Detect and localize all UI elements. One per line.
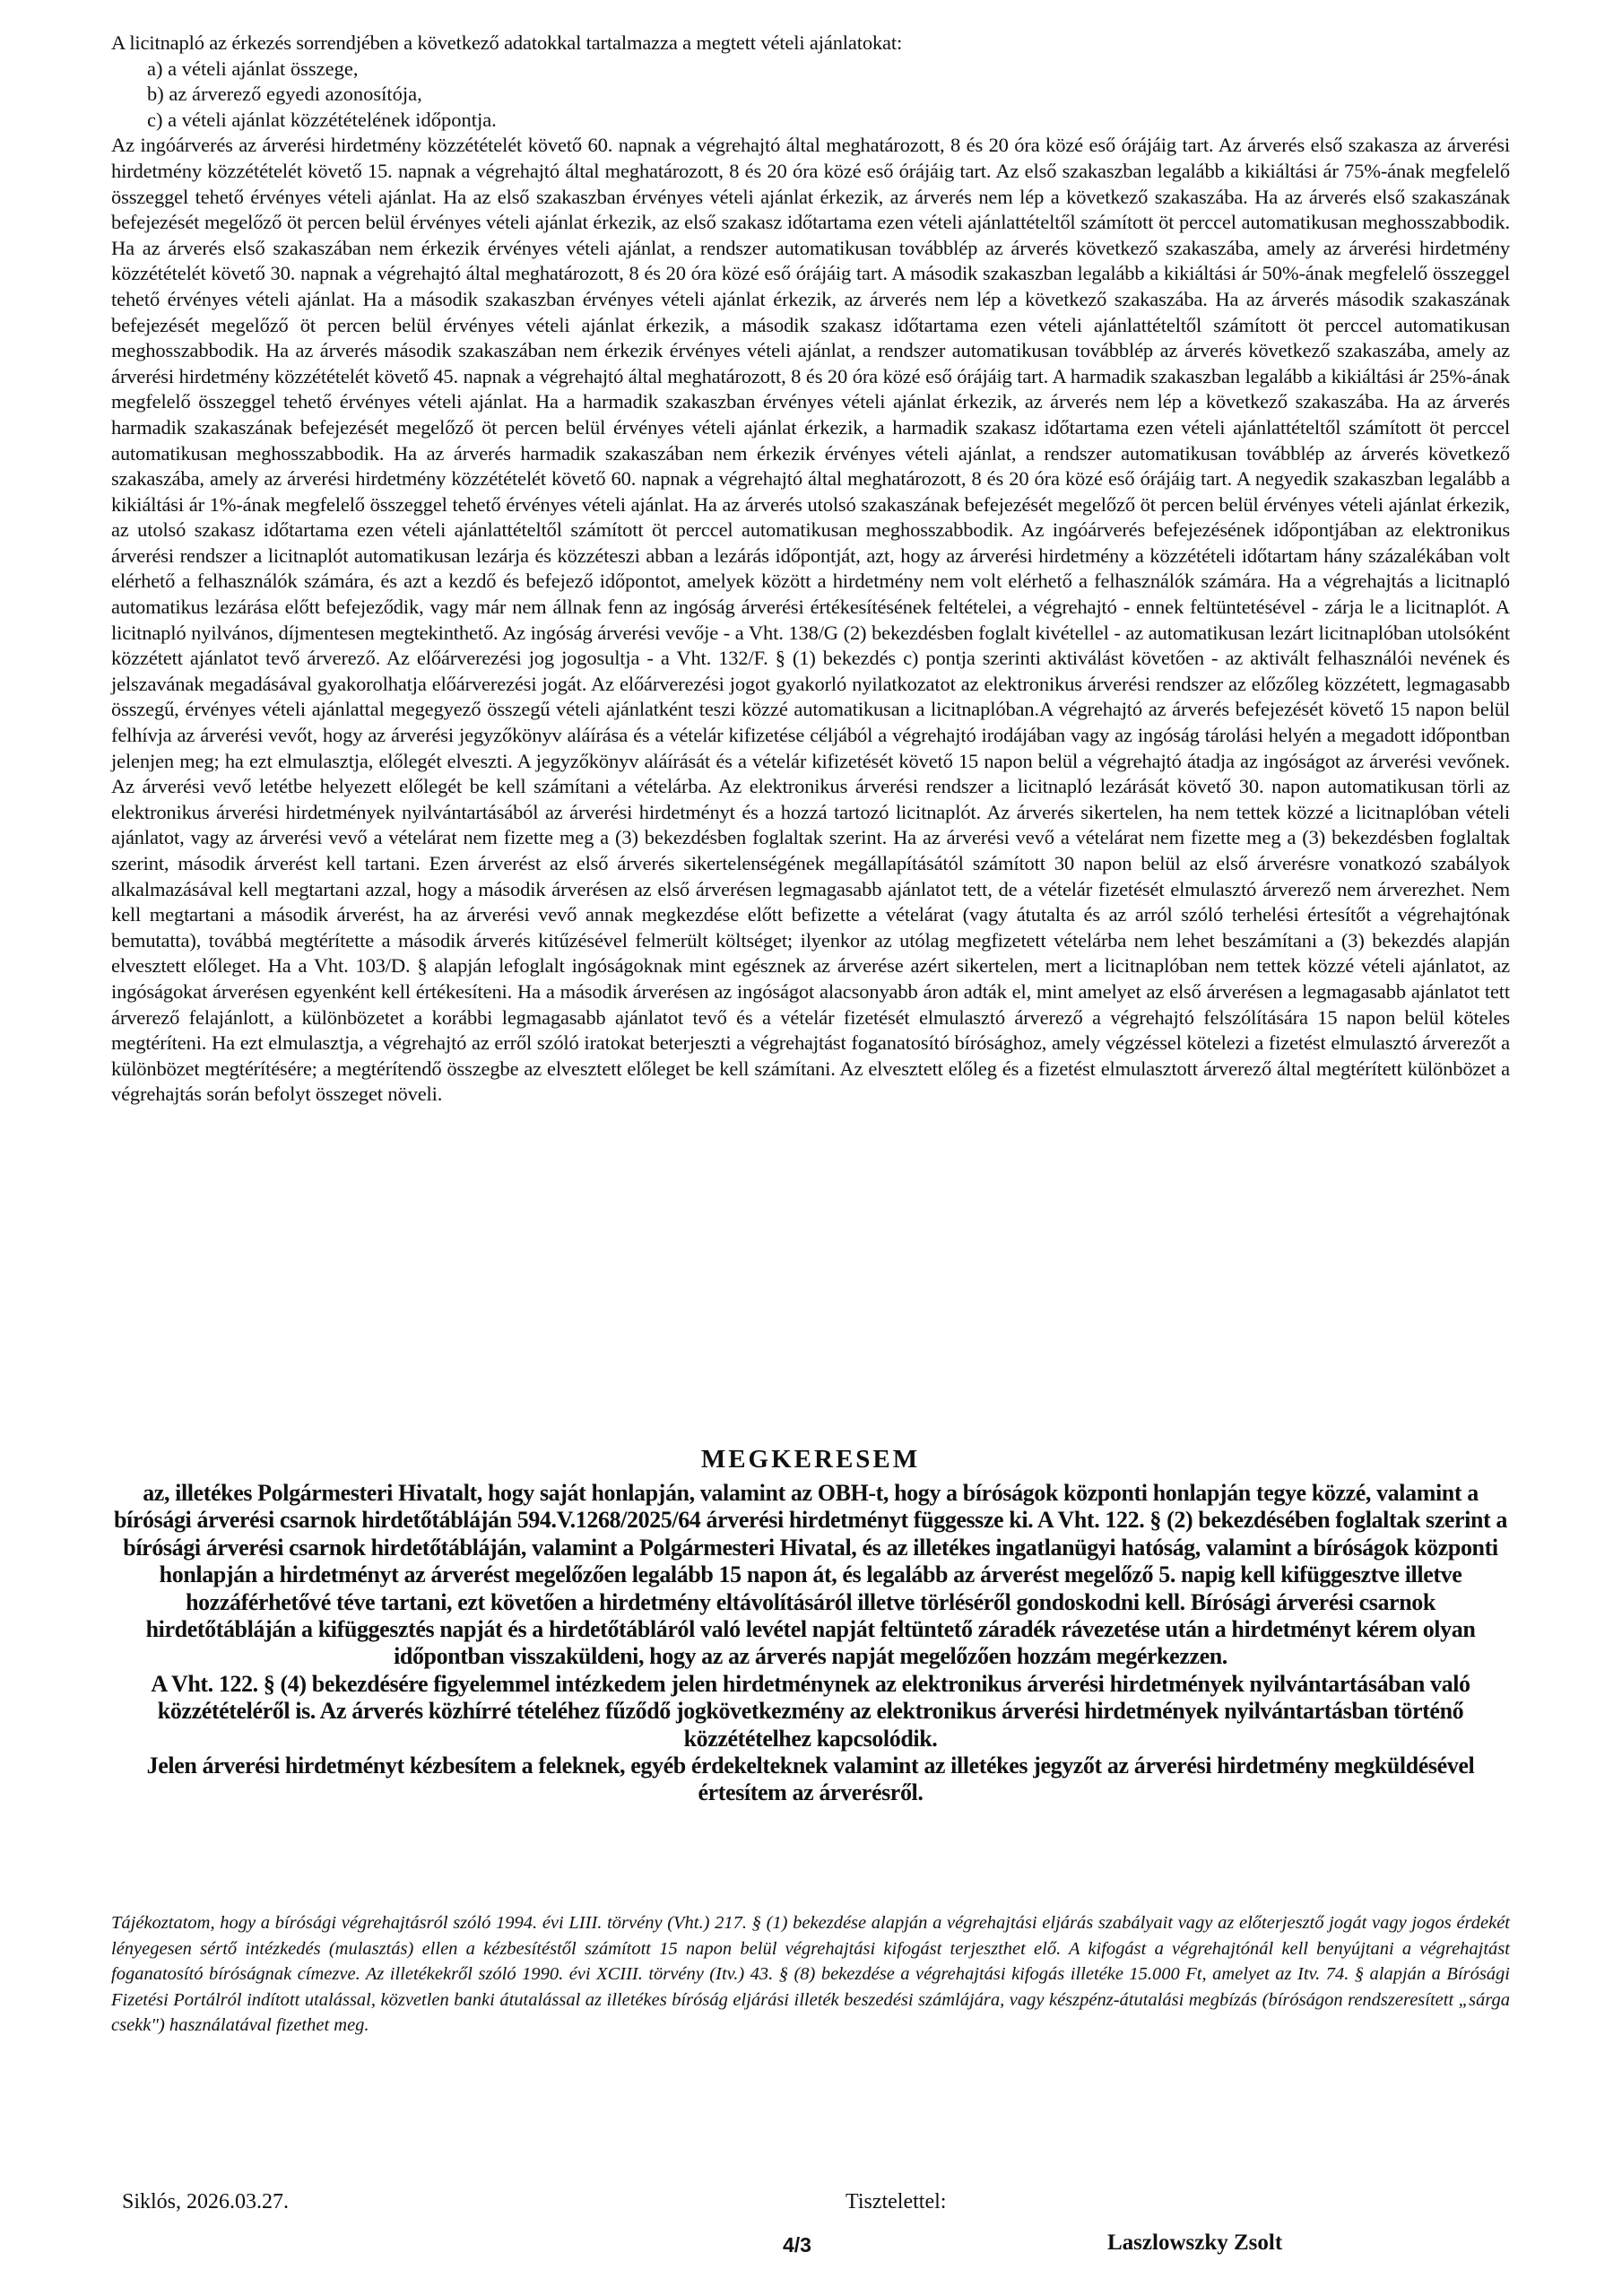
section-heading: MEGKERESEM — [700, 1445, 921, 1474]
signatory-name: Laszlowszky Zsolt — [1107, 2231, 1283, 2255]
place-date: Siklós, 2026.03.27. — [122, 2190, 290, 2213]
intro-text: A licitnapló az érkezés sorrendjében a következő adatokkal tartalmazza a megtett vételi ajánlatokat: — [111, 31, 903, 54]
legal-notice: Tájékoztatom, hogy a bírósági végrehajtásról szóló 1994. évi LIII. törvény (Vht.) 217. § (1) bekezdése alapján a végrehajtási eljárás szabályait vagy az előterjesztő jogát vagy jogos érdekét lényegesen sértő intézkedés (mulasztás) ellen a kézbesítéstől számított 15 napon belül végrehajtási kifogást terjeszthet elő. A kifogást a végrehajtónál kell benyújtani a végrehajtást foganatosító bíróságnak címezve. Az illetékekről szóló 1990. évi XCIII. törvény (Itv.) 43. § (8) bekezdése a végrehajtási kifogás illetéke 15.000 Ft, amelyet az Itv. 74. § alapján a Bírósági Fizetési Portálról indított utalással, közvetlen banki átutalással az illetékes bíróság eljárási illeték beszedési számlájára, vagy készpénz-átutalási megbízás (bíróságon rendszeresített „sárga csekk") használatával fizethet meg. — [111, 1913, 1510, 2035]
greeting: Tisztelettel: — [846, 2190, 947, 2213]
request-paragraph: Jelen árverési hirdetményt kézbesítem a feleknek, egyéb érdekelteknek valamint az illetékes jegyzőt az árverési hirdetmény megküldésével értesítem az árverésről. — [146, 1752, 1475, 1806]
body-paragraph: Az ingóárverés az árverési hirdetmény közzétételét követő 60. napnak a végrehajtó által meghatározott, 8 és 20 óra közé eső órájáig tart. Az árverés első szakasza az árverési hirdetmény közzétételét követő 15. napnak a végrehajtó által meghatározott, 8 és 20 óra közé eső órájáig tart. Az első szakaszban legalább a kikiáltási ár 75%-ának megfelelő összeggel tehető érvényes vételi ajánlat. Ha az első szakaszban érvényes vételi ajánlat érkezik, az árverés nem lép a következő szakaszába. Ha az árverés első szakaszának befejezését megelőző öt percen belül érvényes vételi ajánlat érkezik, az első szakasz időtartama ezen vételi ajánlattételtől számított öt perccel automatikusan meghosszabbodik. Ha az árverés első szakaszában nem érkezik érvényes vételi ajánlat, a rendszer automatikusan továbblép az árverés következő szakaszába, amely az árverési hirdetmény közzétételét követő 30. napnak a végrehajtó által meghatározott, 8 és 20 óra közé eső órájáig tart. A második szakaszban legalább a kikiáltási ár 50%-ának megfelelő összeggel tehető érvényes vételi ajánlat. Ha a második szakaszban érvényes vételi ajánlat érkezik, az árverés nem lép a következő szakaszába. Ha az árverés második szakaszának befejezését megelőző öt percen belül érvényes vételi ajánlat érkezik, a második szakasz időtartama ezen vételi ajánlattételtől számított öt perccel automatikusan meghosszabbodik. Ha az árverés második szakaszában nem érkezik érvényes vételi ajánlat, a rendszer automatikusan továbblép az árverés következő szakaszába, amely az árverési hirdetmény közzétételét követő 45. napnak a végrehajtó által meghatározott, 8 és 20 óra közé eső órájáig tart. A harmadik szakaszban legalább a kikiáltási ár 25%-ának megfelelő összeggel tehető érvényes vételi ajánlat. Ha a harmadik szakaszban érvényes vételi ajánlat érkezik, az árverés nem lép a következő szakaszába. Ha az árverés harmadik szakaszának befejezését megelőző öt percen belül érvényes vételi ajánlat érkezik, a harmadik szakasz időtartama ezen vételi ajánlattételtől számított öt perccel automatikusan meghosszabbodik. Ha az árverés harmadik szakaszában nem érkezik érvényes vételi ajánlat, a rendszer automatikusan továbblép az árverés következő szakaszába, amely az árverési hirdetmény közzétételét követő 60. napnak a végrehajtó által meghatározott, 8 és 20 óra közé eső órájáig tart. A negyedik szakaszban legalább a kikiáltási ár 1%-ának megfelelő összeggel tehető érvényes vételi ajánlat. Ha az árverés utolsó szakaszának befejezését megelőző öt percen belül érvényes vételi ajánlat érkezik, az utolsó szakasz időtartama ezen vételi ajánlattételtől számított öt perccel automatikusan meghosszabbodik. Az ingóárverés befejezésének időpontjában az elektronikus árverési rendszer a licitnaplót automatikusan lezárja és közzéteszi abban a lezárás időpontját, azt, hogy az árverési hirdetmény a közzétételi időtartam hány százalékában volt elérhető a felhasználók számára, és azt a kezdő és befejező időpontot, amelyek között a hirdetmény nem volt elérhető a felhasználók számára. Ha a végrehajtás a licitnapló automatikus lezárása előtt befejeződik, vagy már nem állnak fenn az ingóság árverési értékesítésének feltételei, a végrehajtó - ennek feltüntetésével - zárja le a licitnaplót. A licitnapló nyilvános, díjmentesen megtekinthető. Az ingóság árverési vevője - a Vht. 138/G (2) bekezdésben foglalt kivétellel - az automatikusan lezárt licitnaplóban utolsóként közzétett ajánlatot tevő árverező. Az előárverezési jog jogosultja - a Vht. 132/F. § (1) bekezdés c) pontja szerinti aktiválást követően - az aktivált felhasználói nevének és jelszavának megadásával gyakorolhatja előárverezési jogát. Az előárverezési jogot gyakorló nyilatkozatot az elektronikus árverési rendszer az előzőleg közzétett, legmagasabb összegű, érvényes vételi ajánlattal megegyező összegű vételi ajánlatként teszi közzé automatikusan a licitnaplóban.A végrehajtó az árverés befejezését követő 15 napon belül felhívja az árverési vevőt, hogy az árverési jegyzőkönyv aláírása és a vételár kifizetése céljából a végrehajtó irodájában vagy az ingóság tárolási helyén a megadott időpontban jelenjen meg; ha ezt elmulasztja, előlegét elveszti. A jegyzőkönyv aláírását és a vételár kifizetését követő 15 napon belül a végrehajtó átadja az ingóságot az árverési vevőnek. Az árverési vevő letétbe helyezett előlegét be kell számítani a vételárba. Az elektronikus árverési rendszer a licitnapló lezárását követő 30. napon automatikusan törli az elektronikus árverési hirdetmények nyilvántartásából az árverési hirdetményt és a hozzá tartozó licitnaplót. Az árverés sikertelen, ha nem tettek közzé a licitnaplóban vételi ajánlatot, vagy az árverési vevő a vételárat nem fizette meg a (3) bekezdésben foglaltak szerint. Ha az árverési vevő a vételárat nem fizette meg a (3) bekezdésben foglaltak szerint, második árverést kell tartani. Ezen árverést az első árverés sikertelenségének megállapításától számított 30 napon belül az első árverésre vonatkozó szabályok alkalmazásával kell megtartani azzal, hogy a második árverésen az első árverésen legmagasabb ajánlatot tett, de a vételár fizetését elmulasztó árverező nem árverezhet. Nem kell megtartani a második árverést, ha az árverési vevő annak megkezdése előtt befizette a vételárat (vagy átutalta és az arról szóló terhelési értesítőt a végrehajtónak bemutatta), továbbá megtérítette a második árverés kitűzésével felmerült költséget; ilyenkor az utólag megfizetett vételárba nem lehet beszámítani a (3) bekezdés alapján elvesztett előleget. Ha a Vht. 103/D. § alapján lefoglalt ingóságoknak mint egésznek az árverése azért sikertelen, mert a licitnaplóban nem tettek közzé vételi ajánlatot, az ingóságokat árverésen egyenként kell értékesíteni. Ha a második árverésen az ingóságot alacsonyabb áron adták el, mint amelyet az első árverésen a legmagasabb ajánlatot tett árverező felajánlott, a különbözetet a korábbi legmagasabb ajánlatot tevő és a vételár fizetését elmulasztó árverező a végrehajtó felszólítására 15 napon belül köteles megtéríteni. Ha ezt elmulasztja, a végrehajtó az erről szóló iratokat beterjeszti a végrehajtást foganatosító bírósághoz, amely végzéssel kötelezi a fizetést elmulasztó árverezőt a különbözet megtérítésére; a megtérítendő összegbe az elvesztett előleget be kell számítani. Az elvesztett előleg és a fizetést elmulasztott árverező által megtérített különbözet a végrehajtás során befolyt összeget növeli. — [111, 134, 1510, 1106]
list-item: b) az árverező egyedi azonosítója, — [147, 83, 422, 106]
list-item: a) a vételi ajánlat összege, — [147, 57, 359, 80]
page-number: 4/3 — [783, 2233, 811, 2257]
request-block — [111, 1480, 1510, 1807]
request-paragraph: A Vht. 122. § (4) bekezdésére figyelemmel intézkedem jelen hirdetménynek az elektronikus árverési hirdetmények nyilvántartásában való közzétételéről is. Az árverés közhírré tételéhez fűződő jogkövetkezmény az elektronikus árverési hirdetmények nyilvántartásban történő közzétételhez kapcsolódik. — [151, 1670, 1470, 1752]
document-page — [111, 30, 1510, 1108]
list-item: c) a vételi ajánlat közzétételének időpontja. — [147, 108, 497, 131]
request-paragraph: az, illetékes Polgármesteri Hivatalt, hogy saját honlapján, valamint az OBH-t, hogy a bíróságok központi honlapján tegye közzé, valamint a bírósági árverési csarnok hirdetőtábláján 594.V.1268/2025/64 árverési hirdetményt függessze ki. A Vht. 122. § (2) bekezdésében foglaltak szerint a bírósági árverési csarnok hirdetőtábláján, valamint a Polgármesteri Hivatal, és az illetékes ingatlanügyi hatóság, valamint a bíróságok központi honlapján a hirdetményt az árverést megelőzően legalább 15 napon át, és legalább az árverést megelőző 5. napig kell kifüggesztve illetve hozzáférhetővé téve tartani, ezt követően a hirdetmény eltávolításáról illetve törléséről gondoskodni kell. Bírósági árverési csarnok hirdetőtábláján a kifüggesztés napját és a hirdetőtábláról való levétel napját feltüntető záradék rávezetése után a hirdetményt kérem olyan időpontban visszaküldeni, hogy az az árverés napját megelőzően hozzám megérkezzen. — [114, 1480, 1507, 1670]
